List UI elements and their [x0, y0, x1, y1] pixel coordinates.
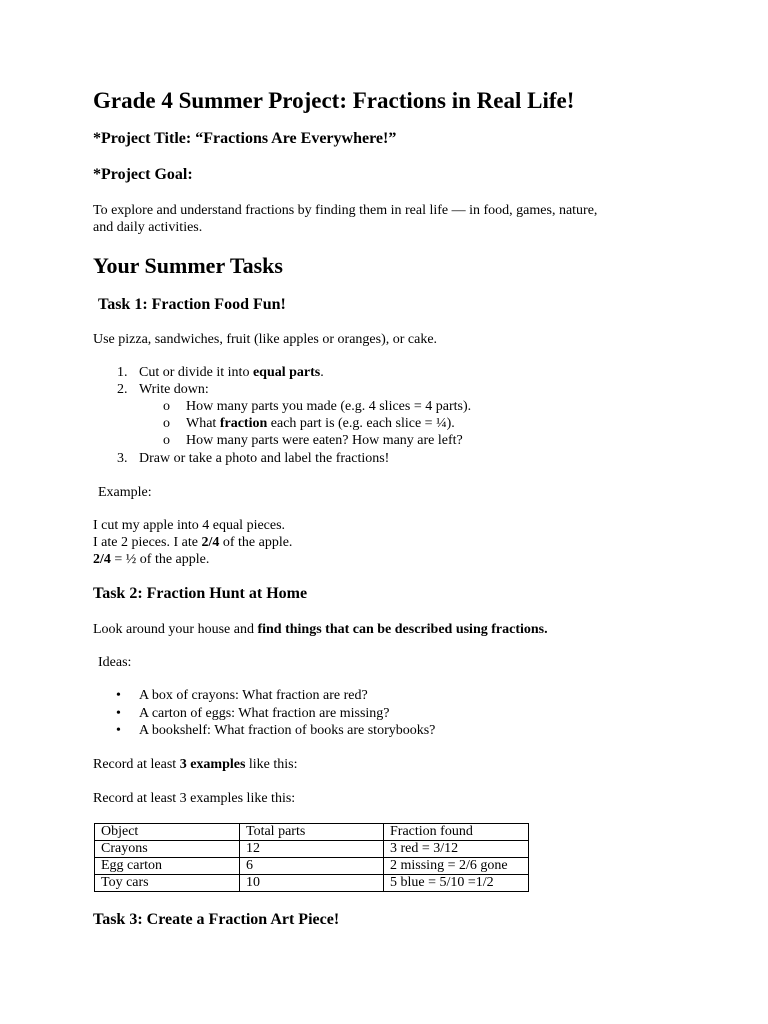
example-line-2-bold: 2/4 [201, 535, 220, 550]
idea-item: A carton of eggs: What fraction are missing? [139, 706, 390, 721]
table-cell: Crayons [95, 841, 240, 858]
sub-item-marker: o [163, 416, 170, 431]
task1-step3-number: 3. [117, 451, 128, 466]
table-row [95, 858, 529, 875]
table-row [95, 875, 529, 892]
task1-sub1: How many parts you made (e.g. 4 slices = 4 parts). [186, 399, 472, 414]
goal-text-line-1: To explore and understand fractions by finding them in real life — in food, games, nature, [93, 203, 598, 218]
ideas-label: Ideas: [98, 655, 132, 670]
example-line-2-text: I ate 2 pieces. I ate [93, 535, 202, 550]
record-1-end: like this: [245, 757, 298, 772]
table-header-cell: Total parts [240, 824, 384, 841]
table-row [95, 841, 529, 858]
example-line-2-end: of the apple. [219, 535, 293, 550]
bullet-marker: • [116, 706, 121, 721]
table-cell: Toy cars [95, 875, 240, 892]
example-line-3 [93, 552, 209, 568]
example-line-2 [93, 535, 292, 551]
record-instruction-1 [93, 757, 298, 773]
example-label: Example: [98, 485, 152, 500]
task3-heading: Task 3: Create a Fraction Art Piece! [93, 911, 340, 928]
table-header-cell: Fraction found [384, 824, 529, 841]
table-cell: Egg carton [95, 858, 240, 875]
project-goal-heading: *Project Goal: [93, 166, 193, 183]
task1-intro: Use pizza, sandwiches, fruit (like apples or oranges), or cake. [93, 332, 438, 347]
table-header-row [95, 824, 529, 841]
table-cell: 6 [240, 858, 384, 875]
task1-step1-number: 1. [117, 365, 128, 380]
task1-sub2 [186, 416, 455, 432]
sub-item-marker: o [163, 399, 170, 414]
table-cell: 10 [240, 875, 384, 892]
task2-heading: Task 2: Fraction Hunt at Home [93, 585, 308, 602]
fraction-table [94, 823, 529, 892]
task1-step2-number: 2. [117, 382, 128, 397]
record-1-bold: 3 examples [179, 757, 246, 772]
task2-intro-bold: find things that can be described using fractions. [257, 622, 548, 637]
task1-sub2-end: each part is (e.g. each slice = ¼). [267, 416, 455, 431]
table-header-cell: Object [95, 824, 240, 841]
goal-text-line-2: and daily activities. [93, 220, 203, 235]
task2-intro-text: Look around your house and [93, 622, 258, 637]
record-1-text: Record at least [93, 757, 180, 772]
bullet-marker: • [116, 723, 121, 738]
table-cell: 5 blue = 5/10 =1/2 [384, 875, 529, 892]
task1-sub2-bold: fraction [219, 416, 268, 431]
task1-step1-text: Cut or divide it into [139, 365, 253, 380]
task1-step1-end: . [320, 365, 324, 380]
example-line-3-bold: 2/4 [93, 552, 111, 567]
document-title: Grade 4 Summer Project: Fractions in Real Life! [93, 88, 575, 113]
idea-item: A bookshelf: What fraction of books are storybooks? [139, 723, 436, 738]
task1-sub2-text: What [186, 416, 220, 431]
table-cell: 2 missing = 2/6 gone [384, 858, 529, 875]
example-line-3-text: = ½ of the apple. [110, 552, 210, 567]
task1-heading: Task 1: Fraction Food Fun! [98, 296, 286, 313]
task2-intro [93, 622, 548, 638]
table-cell: 3 red = 3/12 [384, 841, 529, 858]
task1-step3: Draw or take a photo and label the fractions! [139, 451, 390, 466]
table-cell: 12 [240, 841, 384, 858]
example-line-1: I cut my apple into 4 equal pieces. [93, 518, 286, 533]
task1-sub3: How many parts were eaten? How many are left? [186, 433, 463, 448]
record-instruction-2: Record at least 3 examples like this: [93, 791, 296, 806]
task1-step1-bold: equal parts [252, 365, 321, 380]
task1-step1 [139, 365, 324, 381]
project-title: *Project Title: “Fractions Are Everywhere!” [93, 130, 397, 147]
tasks-heading: Your Summer Tasks [93, 253, 283, 278]
task1-step2: Write down: [139, 382, 209, 397]
idea-item: A box of crayons: What fraction are red? [139, 688, 368, 703]
sub-item-marker: o [163, 433, 170, 448]
bullet-marker: • [116, 688, 121, 703]
